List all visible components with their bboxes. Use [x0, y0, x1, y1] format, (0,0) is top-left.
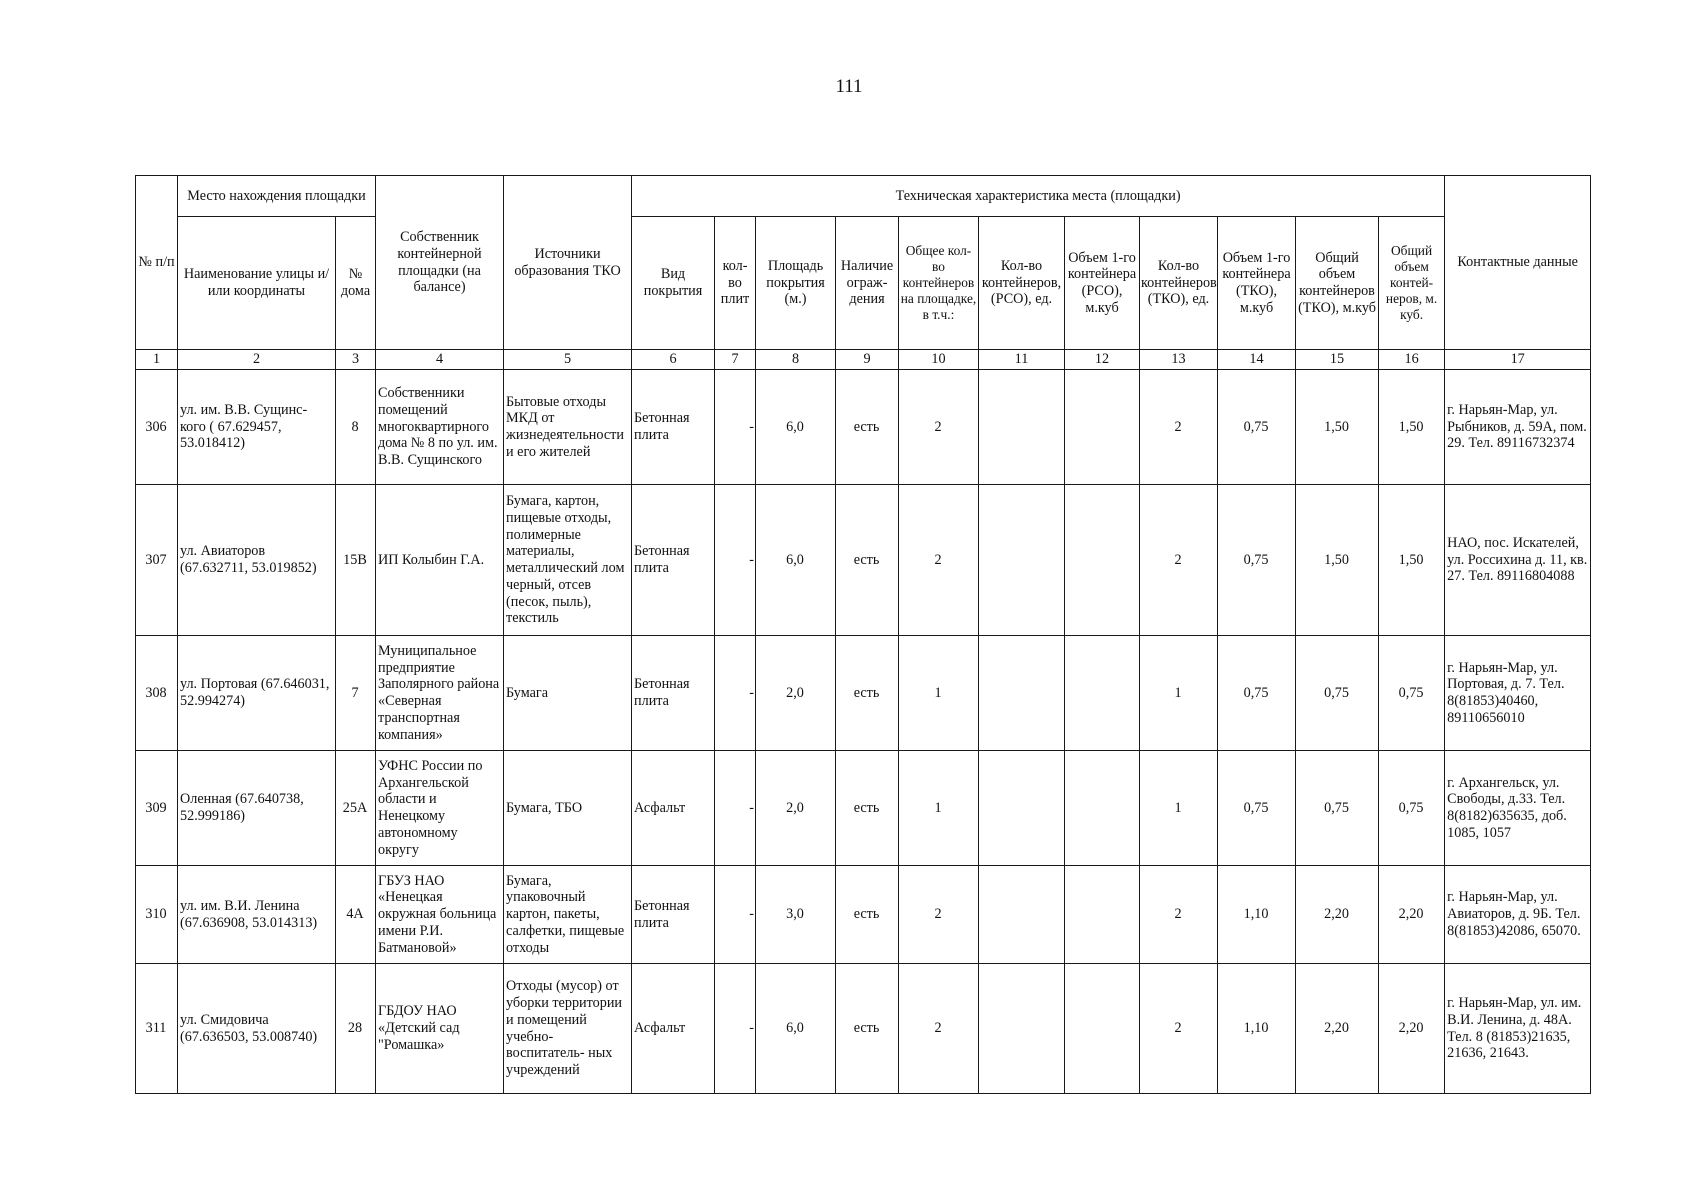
row-fence: есть — [836, 370, 899, 485]
row-contacts: г. Нарьян-Мар, ул. Рыбников, д. 59А, пом. 29. Тел. 89116732374 — [1445, 370, 1591, 485]
waste-sites-table — [135, 175, 1591, 1094]
row-rso-count — [979, 370, 1065, 485]
row-contacts: г. Нарьян-Мар, ул. Портовая, д. 7. Тел. 8(81853)40460, 89110656010 — [1445, 636, 1591, 751]
row-house: 25А — [336, 751, 376, 866]
row-sources: Бумага, ТБО — [504, 751, 632, 866]
row-house: 7 — [336, 636, 376, 751]
header-tko-volume: Объем 1-го контейнера (ТКО), м.куб — [1218, 217, 1296, 350]
row-cover: Асфальт — [632, 751, 715, 866]
row-tko-total-volume: 2,20 — [1296, 964, 1379, 1094]
row-street: ул. Портовая (67.646031, 52.994274) — [178, 636, 336, 751]
row-tko-total-volume: 1,50 — [1296, 485, 1379, 636]
row-total-volume: 1,50 — [1379, 370, 1445, 485]
row-rso-volume — [1065, 636, 1140, 751]
row-house: 4А — [336, 866, 376, 964]
header-street: Наименование улицы и/или координаты — [178, 217, 336, 350]
column-number: 17 — [1445, 350, 1591, 370]
row-rso-count — [979, 636, 1065, 751]
row-owner: ИП Колыбин Г.А. — [376, 485, 504, 636]
column-number: 16 — [1379, 350, 1445, 370]
row-sources: Бумага, упаковочный картон, пакеты, салфетки, пищевые отходы — [504, 866, 632, 964]
row-tko-volume: 0,75 — [1218, 370, 1296, 485]
row-tko-total-volume: 1,50 — [1296, 370, 1379, 485]
column-number: 12 — [1065, 350, 1140, 370]
row-slabs: - — [715, 485, 756, 636]
row-slabs: - — [715, 964, 756, 1094]
row-tko-total-volume: 2,20 — [1296, 866, 1379, 964]
header-sources: Источники образования ТКО — [504, 176, 632, 350]
row-rso-volume — [1065, 485, 1140, 636]
row-sources: Бумага, картон, пищевые отходы, полимерные материалы, металлический лом черный, отсев (песок, пыль), текстиль — [504, 485, 632, 636]
column-numbers-row — [136, 350, 1591, 370]
row-total-containers: 1 — [899, 751, 979, 866]
table-row — [136, 866, 1591, 964]
row-owner: Собственники помещений многоквартирного дома № 8 по ул. им. В.В. Сущинского — [376, 370, 504, 485]
row-street: Оленная (67.640738, 52.999186) — [178, 751, 336, 866]
row-rso-count — [979, 751, 1065, 866]
column-number: 11 — [979, 350, 1065, 370]
row-sources: Отходы (мусор) от уборки территории и помещений учебно-воспитатель- ных учреждений — [504, 964, 632, 1094]
row-rso-volume — [1065, 370, 1140, 485]
row-num: 309 — [136, 751, 178, 866]
row-tko-volume: 0,75 — [1218, 751, 1296, 866]
row-rso-volume — [1065, 964, 1140, 1094]
row-tko-count: 2 — [1140, 370, 1218, 485]
row-slabs: - — [715, 370, 756, 485]
column-number: 10 — [899, 350, 979, 370]
column-number: 6 — [632, 350, 715, 370]
row-area: 6,0 — [756, 485, 836, 636]
row-area: 2,0 — [756, 636, 836, 751]
row-contacts: г. Архангельск, ул. Свободы, д.33. Тел. 8(8182)635635, доб. 1085, 1057 — [1445, 751, 1591, 866]
row-num: 306 — [136, 370, 178, 485]
row-total-containers: 1 — [899, 636, 979, 751]
row-rso-volume — [1065, 751, 1140, 866]
column-number: 14 — [1218, 350, 1296, 370]
row-cover: Бетонная плита — [632, 485, 715, 636]
row-slabs: - — [715, 866, 756, 964]
row-contacts: НАО, пос. Искателей, ул. Россихина д. 11, кв. 27. Тел. 89116804088 — [1445, 485, 1591, 636]
row-owner: УФНС России по Архангельской области и Ненецкому автономному округу — [376, 751, 504, 866]
row-fence: есть — [836, 964, 899, 1094]
column-number: 5 — [504, 350, 632, 370]
row-cover: Асфальт — [632, 964, 715, 1094]
table-row — [136, 370, 1591, 485]
column-number: 8 — [756, 350, 836, 370]
row-tko-volume: 0,75 — [1218, 636, 1296, 751]
row-owner: Муниципальное предприятие Заполярного района «Северная транспортная компания» — [376, 636, 504, 751]
row-rso-volume — [1065, 866, 1140, 964]
column-number: 3 — [336, 350, 376, 370]
column-number: 13 — [1140, 350, 1218, 370]
row-total-volume: 2,20 — [1379, 866, 1445, 964]
header-tko-total-volume: Общий объем контейнеров (ТКО), м.куб — [1296, 217, 1379, 350]
header-area: Площадь покрытия (м.) — [756, 217, 836, 350]
row-total-containers: 2 — [899, 866, 979, 964]
header-tko-count: Кол-во контейнеров (ТКО), ед. — [1140, 217, 1218, 350]
row-total-volume: 1,50 — [1379, 485, 1445, 636]
row-area: 3,0 — [756, 866, 836, 964]
row-tko-count: 2 — [1140, 866, 1218, 964]
header-slabs: кол-во плит — [715, 217, 756, 350]
column-number: 2 — [178, 350, 336, 370]
row-rso-count — [979, 964, 1065, 1094]
row-total-containers: 2 — [899, 964, 979, 1094]
row-slabs: - — [715, 751, 756, 866]
row-contacts: г. Нарьян-Мар, ул. им. В.И. Ленина, д. 48А. Тел. 8 (81853)21635, 21636, 21643. — [1445, 964, 1591, 1094]
row-cover: Бетонная плита — [632, 370, 715, 485]
row-tko-volume: 1,10 — [1218, 964, 1296, 1094]
table-row — [136, 636, 1591, 751]
row-num: 311 — [136, 964, 178, 1094]
header-house: № дома — [336, 217, 376, 350]
row-street: ул. Смидовича (67.636503, 53.008740) — [178, 964, 336, 1094]
row-street: ул. им. В.И. Ленина (67.636908, 53.014313) — [178, 866, 336, 964]
column-number: 4 — [376, 350, 504, 370]
row-contacts: г. Нарьян-Мар, ул. Авиаторов, д. 9Б. Тел. 8(81853)42086, 65070. — [1445, 866, 1591, 964]
row-total-volume: 0,75 — [1379, 636, 1445, 751]
row-tko-count: 1 — [1140, 751, 1218, 866]
column-number: 7 — [715, 350, 756, 370]
row-tko-count: 2 — [1140, 485, 1218, 636]
row-rso-count — [979, 485, 1065, 636]
header-num: № п/п — [136, 176, 178, 350]
row-tko-volume: 0,75 — [1218, 485, 1296, 636]
row-fence: есть — [836, 636, 899, 751]
row-tko-total-volume: 0,75 — [1296, 751, 1379, 866]
row-cover: Бетонная плита — [632, 866, 715, 964]
row-tko-volume: 1,10 — [1218, 866, 1296, 964]
row-sources: Бытовые отходы МКД от жизнедеятельности и его жителей — [504, 370, 632, 485]
row-fence: есть — [836, 866, 899, 964]
table-body — [136, 370, 1591, 1094]
header-rso-count: Кол-во контейнеров, (РСО), ед. — [979, 217, 1065, 350]
row-fence: есть — [836, 751, 899, 866]
table-row — [136, 751, 1591, 866]
row-tko-total-volume: 0,75 — [1296, 636, 1379, 751]
row-area: 2,0 — [756, 751, 836, 866]
table-row — [136, 964, 1591, 1094]
header-contacts: Контактные данные — [1445, 176, 1591, 350]
row-num: 307 — [136, 485, 178, 636]
row-rso-count — [979, 866, 1065, 964]
page-number: 111 — [835, 76, 863, 97]
header-total-containers: Общее кол-во контейнеров на площадке, в т.ч.: — [899, 217, 979, 350]
row-house: 28 — [336, 964, 376, 1094]
row-tko-count: 1 — [1140, 636, 1218, 751]
row-owner: ГБУЗ НАО «Ненецкая окружная больница имени Р.И. Батмановой» — [376, 866, 504, 964]
column-number: 1 — [136, 350, 178, 370]
row-tko-count: 2 — [1140, 964, 1218, 1094]
row-num: 310 — [136, 866, 178, 964]
row-street: ул. Авиаторов (67.632711, 53.019852) — [178, 485, 336, 636]
row-total-containers: 2 — [899, 485, 979, 636]
header-location-group: Место нахождения площадки — [178, 176, 376, 217]
row-area: 6,0 — [756, 964, 836, 1094]
row-sources: Бумага — [504, 636, 632, 751]
table-row — [136, 485, 1591, 636]
header-total-volume: Общий объем контей-неров, м. куб. — [1379, 217, 1445, 350]
row-house: 15В — [336, 485, 376, 636]
row-total-volume: 0,75 — [1379, 751, 1445, 866]
column-number: 15 — [1296, 350, 1379, 370]
row-street: ул. им. В.В. Сущинс- кого ( 67.629457, 53.018412) — [178, 370, 336, 485]
row-total-volume: 2,20 — [1379, 964, 1445, 1094]
header-rso-volume: Объем 1-го контейнера (РСО), м.куб — [1065, 217, 1140, 350]
row-num: 308 — [136, 636, 178, 751]
header-cover-type: Вид покрытия — [632, 217, 715, 350]
table-header — [136, 176, 1591, 370]
header-tech-group: Техническая характеристика места (площадки) — [632, 176, 1445, 217]
header-owner: Собственник контейнерной площадки (на балансе) — [376, 176, 504, 350]
row-fence: есть — [836, 485, 899, 636]
header-fence: Наличие ограж-дения — [836, 217, 899, 350]
row-cover: Бетонная плита — [632, 636, 715, 751]
row-house: 8 — [336, 370, 376, 485]
row-owner: ГБДОУ НАО «Детский сад "Ромашка» — [376, 964, 504, 1094]
row-total-containers: 2 — [899, 370, 979, 485]
row-area: 6,0 — [756, 370, 836, 485]
column-number: 9 — [836, 350, 899, 370]
row-slabs: - — [715, 636, 756, 751]
